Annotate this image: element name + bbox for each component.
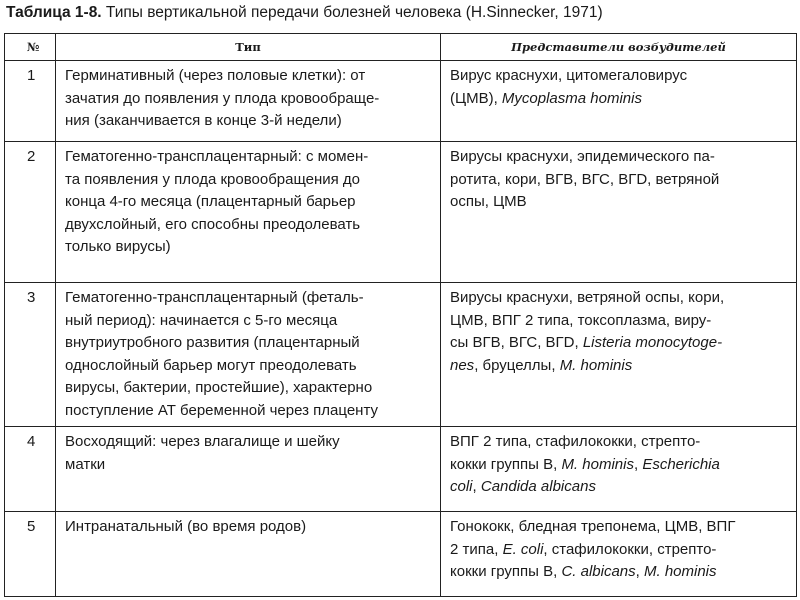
- table-row: [5, 512, 797, 597]
- row-number: 4: [5, 427, 56, 512]
- type-line: ный период): начинается с 5-го месяца: [65, 311, 338, 329]
- agent-line: [450, 169, 791, 192]
- agent-line: [450, 454, 791, 477]
- row-type: [56, 142, 441, 283]
- caption-label: Таблица 1-8.: [6, 4, 102, 21]
- type-line: Гематогенно-трансплацентарный (феталь-: [65, 289, 364, 306]
- agent-name-italic: Listeria monocytoge-: [582, 334, 723, 351]
- type-line: Восходящий: через влагалище и шейку: [65, 433, 340, 450]
- transmission-table: [4, 33, 797, 597]
- agent-line: [450, 65, 791, 88]
- agent-line: [450, 476, 791, 499]
- agent-name-italic: M. hominis: [559, 356, 633, 374]
- type-line: вирусы, бактерии, простейшие), характерно: [65, 379, 373, 396]
- agent-name-italic: Mycoplasma hominis: [501, 89, 642, 107]
- agent-text: кокки группы В,: [450, 563, 562, 580]
- agent-text: ,: [635, 563, 644, 580]
- type-line: только вирусы): [65, 238, 171, 255]
- agent-text: ,: [633, 455, 643, 473]
- agent-text: 2 типа,: [450, 540, 503, 558]
- row-agents: [441, 427, 797, 512]
- header-row: [5, 34, 797, 61]
- row-number: 5: [5, 512, 56, 597]
- agent-text: ЦМВ, ВПГ 2 типа, токсоплазма, виру-: [450, 311, 712, 329]
- row-number: 1: [5, 61, 56, 142]
- type-line: внутриутробного развития (плацентарный: [65, 334, 360, 351]
- agent-name-italic: nes: [450, 356, 475, 374]
- agent-text: сы ВГВ, ВГС, ВГD,: [450, 334, 583, 351]
- agent-name-italic: E. coli: [502, 540, 544, 558]
- type-line: Гематогенно-трансплацентарный: с момен-: [65, 148, 369, 165]
- row-type: [56, 61, 441, 142]
- agent-text: ВПГ 2 типа, стафилококки, стрепто-: [450, 433, 701, 450]
- agent-line: [450, 88, 791, 111]
- type-line: Интранатальный (во время родов): [65, 518, 307, 535]
- row-agents: [441, 142, 797, 283]
- type-line: конца 4-го месяца (плацентарный барьер: [65, 193, 356, 210]
- agent-text: Вирус краснухи, цитомегаловирус: [450, 67, 688, 84]
- row-type: [56, 427, 441, 512]
- agent-text: Вирусы краснухи, эпидемического па-: [450, 148, 715, 165]
- table-row: [5, 61, 797, 142]
- agent-name-italic: coli: [450, 478, 473, 495]
- type-line: ния (заканчивается в конце 3-й недели): [65, 112, 342, 129]
- agent-line: [450, 332, 791, 355]
- table-row: [5, 283, 797, 427]
- agent-name-italic: M. hominis: [561, 455, 634, 473]
- agent-line: [450, 561, 791, 584]
- agent-text: , стафилококки, стрепто-: [543, 540, 717, 558]
- table-row: [5, 142, 797, 283]
- caption-text: Типы вертикальной передачи болезней человека (H.Sinnecker, 1971): [101, 4, 603, 21]
- type-line: Герминативный (через половые клетки): от: [65, 67, 366, 84]
- type-line: двухслойный, его способны преодолевать: [65, 215, 361, 233]
- type-line: поступление АТ беременной через плаценту: [65, 401, 378, 419]
- agent-text: ,: [472, 478, 481, 495]
- row-agents: [441, 283, 797, 427]
- table-body: [5, 61, 797, 597]
- agent-line: [450, 355, 791, 378]
- agent-name-italic: Escherichia: [642, 455, 720, 473]
- agent-text: Гонококк, бледная трепонема, ЦМВ, ВПГ: [450, 518, 736, 535]
- row-number: 3: [5, 283, 56, 427]
- agent-text: Вирусы краснухи, ветряной оспы, кори,: [450, 289, 725, 306]
- agent-line: [450, 310, 791, 333]
- row-agents: [441, 61, 797, 142]
- agent-name-italic: Candida albicans: [480, 478, 596, 495]
- header-agents: Представители возбудителей: [441, 34, 797, 61]
- agent-line: [450, 146, 791, 169]
- row-type: [56, 512, 441, 597]
- row-type: [56, 283, 441, 427]
- agent-line: [450, 431, 791, 454]
- table-row: [5, 427, 797, 512]
- type-line: зачатия до появления у плода кровообраще-: [65, 89, 380, 107]
- agent-line: [450, 516, 791, 539]
- agent-name-italic: M. hominis: [643, 563, 717, 580]
- agent-name-italic: C. albicans: [561, 563, 636, 580]
- header-type: Тип: [56, 34, 441, 61]
- agent-text: ротита, кори, ВГВ, ВГС, ВГD, ветряной: [450, 170, 720, 188]
- agent-line: [450, 191, 791, 214]
- agent-text: кокки группы В,: [450, 455, 562, 473]
- header-number: №: [5, 34, 56, 61]
- table-caption: [6, 3, 794, 23]
- row-number: 2: [5, 142, 56, 283]
- agent-line: [450, 287, 791, 310]
- agent-line: [450, 539, 791, 562]
- type-line: однослойный барьер могут преодолевать: [65, 356, 357, 374]
- agent-text: (ЦМВ),: [450, 89, 502, 107]
- agent-text: , бруцеллы,: [474, 356, 560, 374]
- row-agents: [441, 512, 797, 597]
- type-line: матки: [65, 455, 106, 473]
- type-line: та появления у плода кровообращения до: [65, 170, 361, 188]
- agent-text: оспы, ЦМВ: [450, 193, 527, 210]
